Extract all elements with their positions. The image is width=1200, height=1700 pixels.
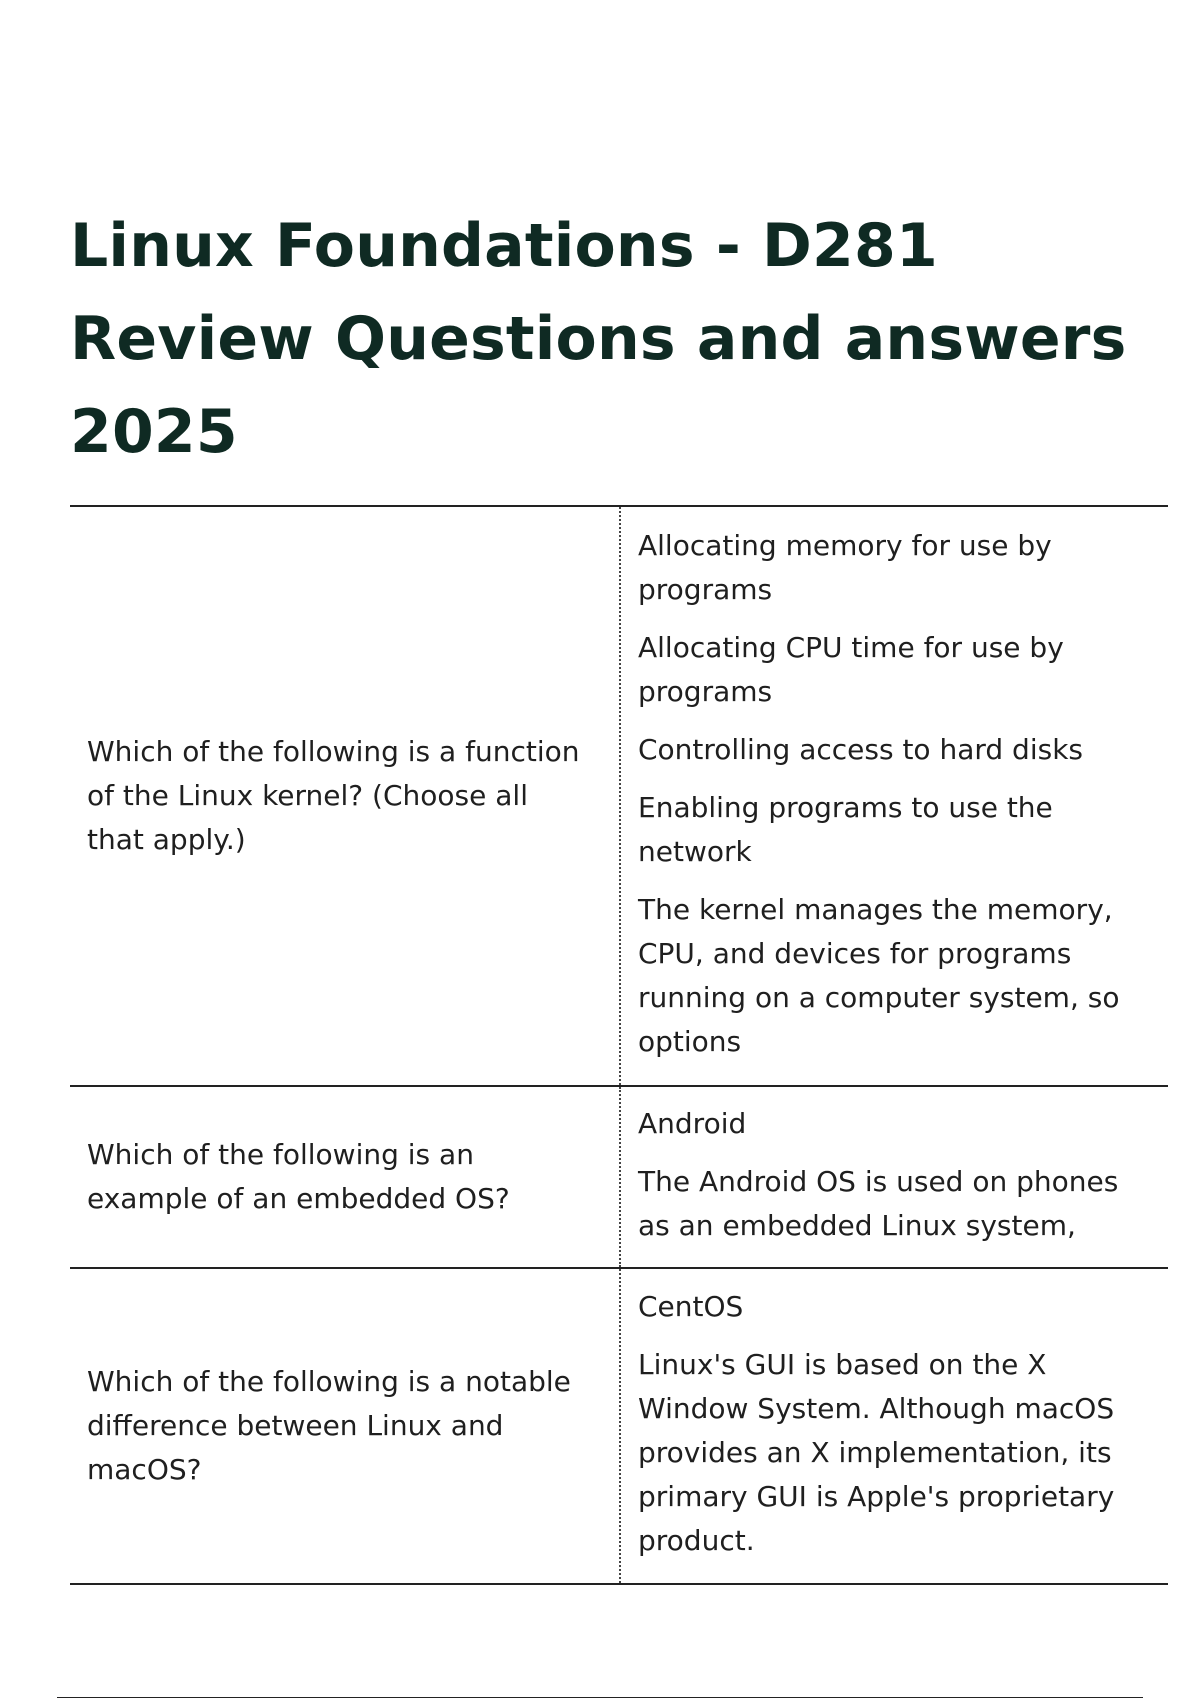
answer-text: Allocating memory for use by programs bbox=[638, 529, 1052, 606]
answer-text: CentOS bbox=[638, 1290, 744, 1323]
answer-text: Android bbox=[638, 1107, 747, 1140]
title-line-3: 2025 bbox=[70, 397, 238, 467]
question-text: Which of the following is a function of the Linux kernel? (Choose all that apply.) bbox=[87, 735, 580, 856]
question-cell bbox=[70, 1086, 620, 1268]
answer-cell bbox=[620, 1268, 1168, 1584]
qa-table bbox=[70, 505, 1168, 1585]
question-text: Which of the following is an example of an embedded OS? bbox=[87, 1138, 510, 1215]
answer-text: Enabling programs to use the network bbox=[638, 791, 1053, 868]
question-cell bbox=[70, 506, 620, 1086]
title-line-1: Linux Foundations - D281 bbox=[70, 211, 938, 281]
qa-row bbox=[70, 1086, 1168, 1268]
footer-divider bbox=[57, 1697, 1143, 1698]
answer-cell bbox=[620, 1086, 1168, 1268]
title-line-2: Review Questions and answers bbox=[70, 304, 1127, 374]
document-title bbox=[70, 200, 1150, 479]
answer-explanation: Linux's GUI is based on the X Window System. Although macOS provides an X implementation, its primary GUI is Apple's proprietary product. bbox=[638, 1348, 1115, 1557]
question-cell bbox=[70, 1268, 620, 1584]
qa-row bbox=[70, 1268, 1168, 1584]
answer-explanation: The Android OS is used on phones as an embedded Linux system, bbox=[638, 1165, 1119, 1242]
answer-text: Controlling access to hard disks bbox=[638, 733, 1083, 766]
qa-row bbox=[70, 506, 1168, 1086]
answer-explanation: The kernel manages the memory, CPU, and devices for programs running on a computer system, so options bbox=[638, 893, 1120, 1058]
answer-cell bbox=[620, 506, 1168, 1086]
answer-text: Allocating CPU time for use by programs bbox=[638, 631, 1064, 708]
question-text: Which of the following is a notable difference between Linux and macOS? bbox=[87, 1365, 571, 1486]
